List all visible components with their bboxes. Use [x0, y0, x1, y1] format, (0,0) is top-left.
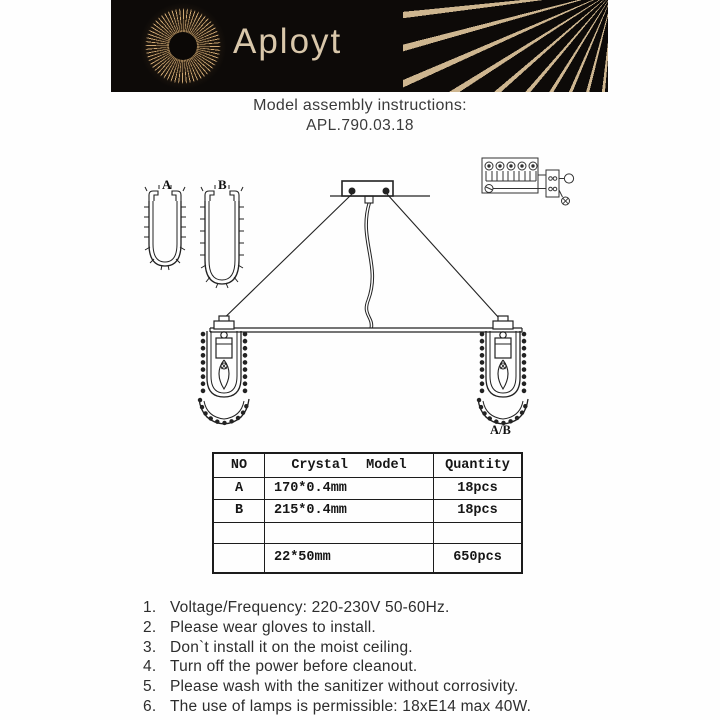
cell-model: 215*0.4mm	[265, 499, 434, 522]
list-item	[143, 677, 683, 697]
item-text: Don`t install it on the moist ceiling.	[170, 638, 413, 656]
cell-qty: 18pcs	[434, 477, 523, 499]
wiring-diagram	[482, 158, 574, 205]
title-block	[0, 96, 720, 136]
ab-callout-label: A/B	[490, 423, 511, 437]
crystal-a-label: A	[162, 177, 172, 192]
header-quantity: Quantity	[434, 453, 523, 477]
item-text: Turn off the power before cleanout.	[170, 658, 418, 676]
instruction-list	[143, 598, 683, 717]
lamp-unit-left	[199, 316, 249, 424]
item-text: Voltage/Frequency: 220-230V 50-60Hz.	[170, 599, 450, 616]
list-item	[143, 657, 683, 677]
item-number: 4.	[143, 658, 157, 676]
table-row	[213, 543, 522, 573]
assembly-diagram	[110, 145, 610, 445]
cell-qty: 650pcs	[434, 543, 523, 573]
cell-no	[213, 543, 265, 573]
item-number: 6.	[143, 697, 157, 715]
lamp-unit-right	[478, 316, 528, 424]
table-row	[213, 477, 522, 499]
power-cable	[365, 203, 374, 328]
item-number: 5.	[143, 678, 157, 696]
cell-qty: 18pcs	[434, 499, 523, 522]
cell-no: A	[213, 477, 265, 499]
cell-no: B	[213, 499, 265, 522]
item-text: Please wash with the sanitizer without corrosivity.	[170, 678, 519, 696]
list-item	[143, 618, 683, 638]
cell-model: 170*0.4mm	[265, 477, 434, 499]
crystal-b-drawing	[200, 185, 244, 288]
corner-rays-decoration	[403, 0, 608, 92]
suspension-wires	[214, 194, 508, 328]
cell-model	[265, 522, 434, 543]
page-title: Model assembly instructions:	[253, 97, 467, 114]
brand-banner	[111, 0, 608, 92]
table-row	[213, 499, 522, 522]
model-number: APL.790.03.18	[306, 117, 414, 134]
item-number: 1.	[143, 599, 157, 616]
crystal-b-label: B	[218, 177, 227, 192]
list-item	[143, 697, 683, 717]
table-header-row	[213, 453, 522, 477]
brand-name: Aployt	[233, 22, 343, 61]
cell-no	[213, 522, 265, 543]
cell-model: 22*50mm	[265, 543, 434, 573]
fixture-bar	[210, 328, 522, 332]
item-text: The use of lamps is permissible: 18xE14 max 40W.	[170, 697, 532, 715]
list-item	[143, 638, 683, 658]
header-no: NO	[213, 453, 265, 477]
starburst-logo-icon	[144, 7, 222, 85]
item-number: 2.	[143, 618, 157, 636]
starburst-core	[169, 32, 197, 60]
list-item	[143, 598, 683, 618]
item-text: Please wear gloves to install.	[170, 618, 376, 636]
ceiling-canopy	[330, 181, 430, 203]
crystal-a-drawing	[144, 185, 186, 270]
parts-table	[212, 452, 523, 574]
table-row	[213, 522, 522, 543]
item-number: 3.	[143, 638, 157, 656]
header-crystal-model: Crystal Model	[265, 453, 434, 477]
cell-qty	[434, 522, 523, 543]
